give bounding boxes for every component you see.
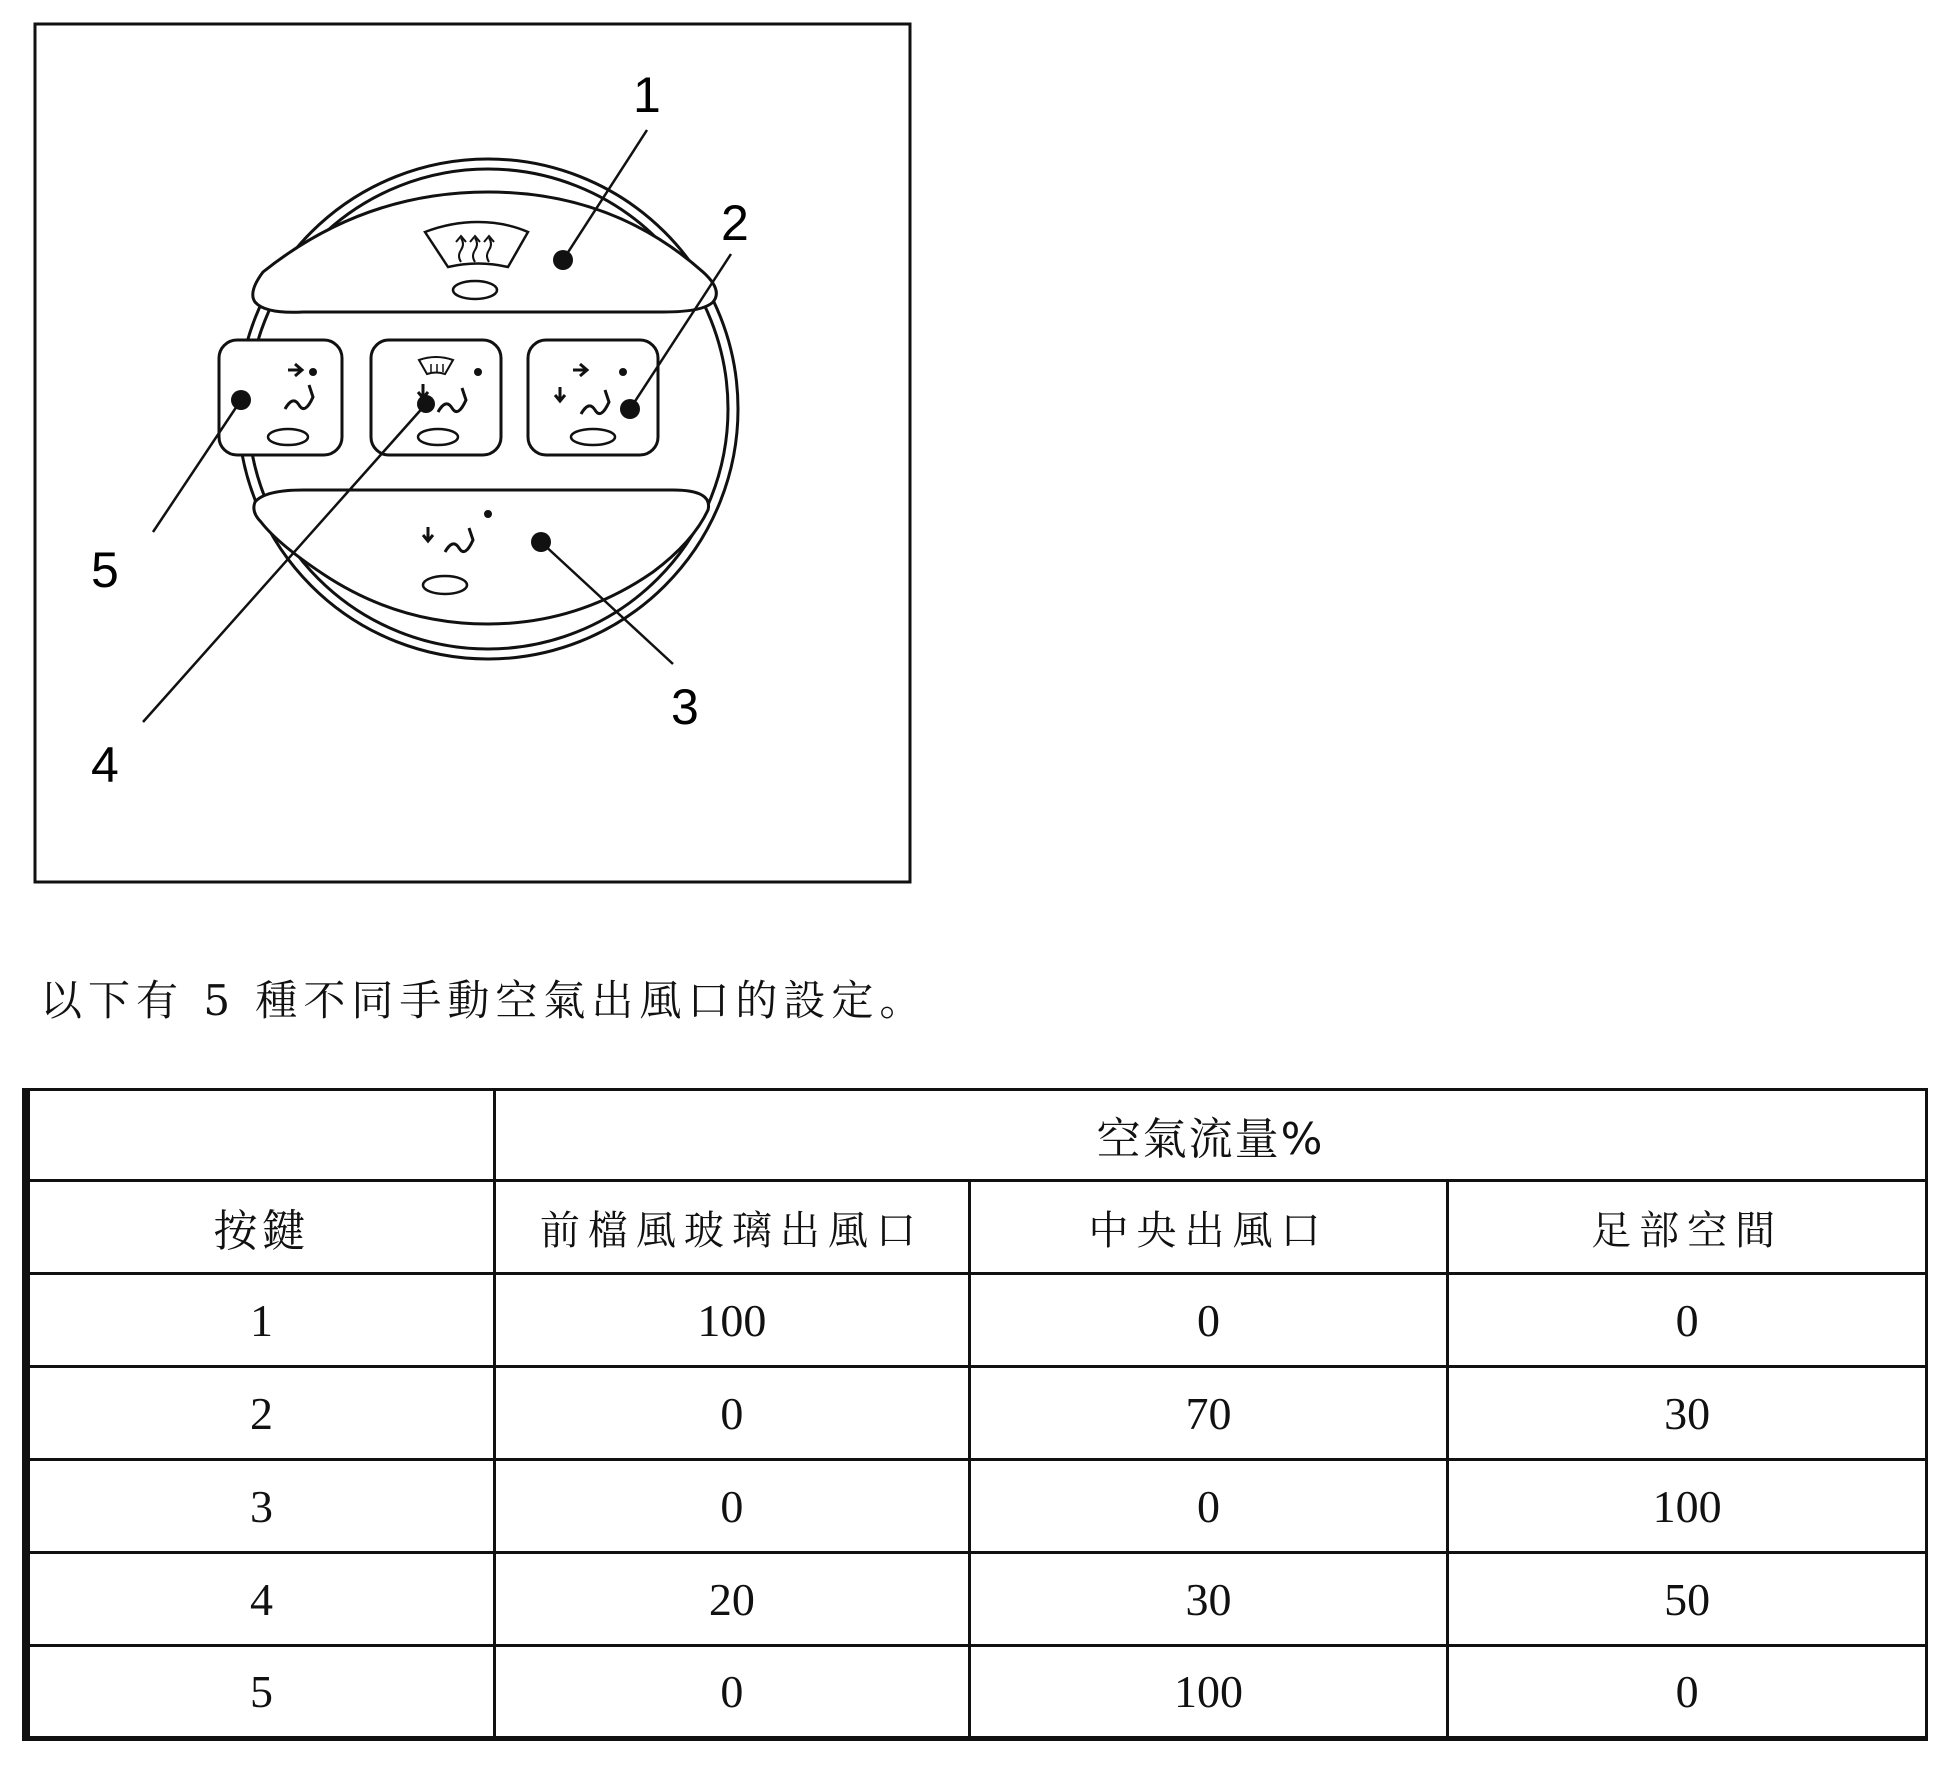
table-row (26, 1460, 1927, 1553)
cell-windshield: 100 (495, 1274, 970, 1367)
button-3-foot (254, 490, 709, 624)
button-5-face (219, 340, 342, 455)
callout-label-3: 3 (671, 679, 699, 735)
leader-line-5 (153, 400, 241, 532)
callout-label-5: 5 (91, 542, 119, 598)
cell-footwell: 0 (1448, 1274, 1927, 1367)
table-row (26, 1553, 1927, 1646)
empty-corner-cell (26, 1090, 495, 1181)
callout-label-1: 1 (633, 67, 661, 123)
row-key: 4 (26, 1553, 495, 1646)
control-panel-svg (33, 22, 912, 884)
table-header-row-group (26, 1090, 1927, 1181)
row-key: 3 (26, 1460, 495, 1553)
row-key: 1 (26, 1274, 495, 1367)
control-panel-diagram (33, 22, 912, 884)
callout-label-2: 2 (721, 195, 749, 251)
column-header-footwell: 足部空間 (1448, 1181, 1927, 1274)
cell-footwell: 100 (1448, 1460, 1927, 1553)
cell-center: 0 (969, 1274, 1448, 1367)
column-header-center: 中央出風口 (969, 1181, 1448, 1274)
cell-center: 30 (969, 1553, 1448, 1646)
cell-footwell: 0 (1448, 1646, 1927, 1739)
key-column-header: 按鍵 (26, 1181, 495, 1274)
column-header-windshield: 前檔風玻璃出風口 (495, 1181, 970, 1274)
table-header-row-columns (26, 1181, 1927, 1274)
cell-center: 100 (969, 1646, 1448, 1739)
cell-windshield: 20 (495, 1553, 970, 1646)
button-4-defrost-face-foot (371, 340, 501, 455)
cell-center: 0 (969, 1460, 1448, 1553)
button-1-windshield (253, 192, 717, 312)
cell-center: 70 (969, 1367, 1448, 1460)
table-row (26, 1646, 1927, 1739)
airflow-group-header: 空氣流量% (495, 1090, 1927, 1181)
callout-label-4: 4 (91, 737, 119, 793)
row-key: 2 (26, 1367, 495, 1460)
cell-footwell: 50 (1448, 1553, 1927, 1646)
airflow-table (22, 1088, 1928, 1741)
row-key: 5 (26, 1646, 495, 1739)
intro-sentence: 以下有 5 種不同手動空氣出風口的設定。 (40, 976, 928, 1025)
cell-footwell: 30 (1448, 1367, 1927, 1460)
table-row (26, 1367, 1927, 1460)
table-row (26, 1274, 1927, 1367)
cell-windshield: 0 (495, 1367, 970, 1460)
cell-windshield: 0 (495, 1646, 970, 1739)
cell-windshield: 0 (495, 1460, 970, 1553)
